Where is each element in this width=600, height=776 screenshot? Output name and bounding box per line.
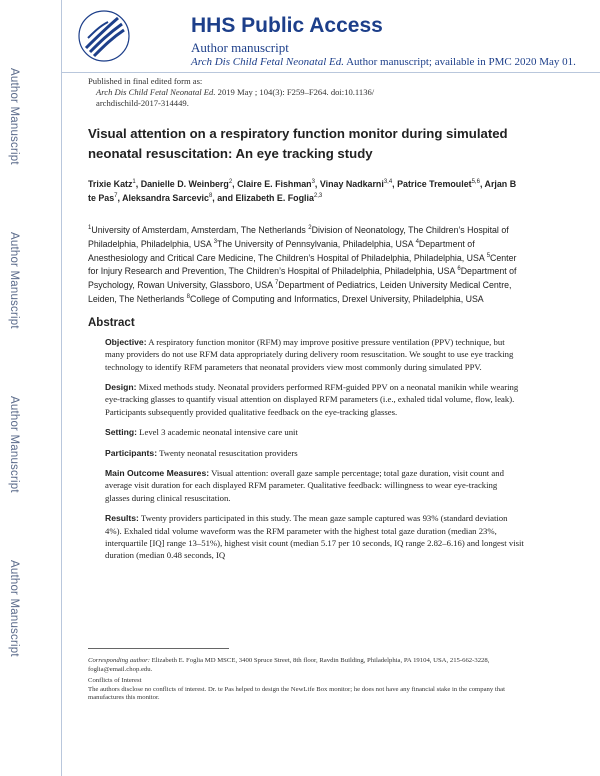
sidebar-label: Author Manuscript xyxy=(8,560,20,657)
article-content xyxy=(88,76,524,570)
authors-and: and xyxy=(217,193,234,203)
affiliation: Center for Injury Research and Prevention, The Children’s Hospital of Philadelphia, Philadelphia, USA xyxy=(88,252,517,277)
journal-name: Arch Dis Child Fetal Neonatal Ed. xyxy=(191,56,344,68)
affiliation: University of Amsterdam, Amsterdam, The Netherlands xyxy=(91,225,309,235)
hhs-eagle-logo-icon xyxy=(78,8,130,64)
conflicts-of-interest xyxy=(88,677,524,703)
affiliations: $^1$University of Amsterdam, Amsterdam, The Netherlands $^2$Division of Neonatology, The Children’s Hospital of Philadelphia, Philadelphia, USA $^3$The University of Pennsylvania, Philadelphia, USA $^4$Department of Anesthesiology and Critical Care Medicine, The Children’s Hospital of Philadelphia, Philadelphia, USA $^5$Center for Injury Research and Prevention, The Children’s Hospital of Philadelphia, Philadelphia, USA $^6$Department of Psychology, Rowan University, Glassboro, USA $^7$Department of Pediatrics, Leiden University Medical Centre, Leiden, The Netherlands $^8$College of Computing and Informatics, Drexel University, Philadelphia, USA xyxy=(88,225,517,304)
publication-info xyxy=(88,76,524,109)
header xyxy=(62,0,600,72)
abstract-results: Results: Twenty providers participated in this study. The mean gaze sample captured was 93% (standard deviation 4%). Exhaled tidal volume waveform was the RFM parameter with the highest total gaze duration (median 23%, interquartile [IQ] range 13–51%), highest visit count (median 5.17 per 10 seconds, IQ range 2.82–6.16) and longest visit duration (median 0.48 seconds, IQ xyxy=(105,513,524,561)
sidebar-label: Author Manuscript xyxy=(8,232,20,329)
sidebar-divider xyxy=(61,0,62,776)
affiliation: Department of Psychology, Rowan University, Glassboro, USA xyxy=(88,266,517,291)
sidebar xyxy=(0,0,62,776)
citation-doi[interactable]: archdischild-2017-314449. xyxy=(96,98,189,108)
author[interactable]: Arjan B te Pas$^7$ xyxy=(88,179,517,203)
affiliation: The University of Pennsylvania, Philadelphia, USA xyxy=(217,238,416,249)
author[interactable]: Danielle D. Weinberg$^2$ xyxy=(140,179,233,189)
abstract-outcome-measures: Main Outcome Measures: Visual attention: overall gaze sample percentage; total gaze duration, visit count and average visit duration for each displayed RFM parameter. Qualitative feedback: willingness to wear eye-tracking glasses during clinical resuscitation. xyxy=(105,468,504,503)
footnotes xyxy=(88,657,524,706)
published-label: Published in final edited form as: xyxy=(88,76,203,86)
author-list: Trixie Katz$^1$, Danielle D. Weinberg$^2$, Claire E. Fishman$^3$, Vinay Nadkarni$^{3,4}$, Patrice Tremoulet$^{5,6}$, Arjan B te Pas$^7$, Aleksandra Sarcevic$^8$, and Elizabeth E. Foglia$^{2,3}$ xyxy=(88,179,517,203)
footnote-rule xyxy=(88,648,229,649)
author[interactable]: Vinay Nadkarni$^{3,4}$ xyxy=(319,179,393,189)
conflicts-heading: Conflicts of Interest xyxy=(88,677,142,685)
header-rule xyxy=(62,72,600,73)
article-title: Visual attention on a respiratory function monitor during simulated neonatal resuscitation: An eye tracking study xyxy=(88,126,508,161)
corresponding-author: Corresponding author: Elizabeth E. Foglia MD MSCE, 3400 Spruce Street, 8th floor, Ravdin Building, Philadelphia, PA 19104, USA, 215-662-3228, foglia@email.chop.edu. xyxy=(88,657,490,673)
availability-text: Author manuscript; available in PMC 2020 May 01. xyxy=(343,56,576,68)
conflicts-text: The authors disclose no conflicts of interest. Dr. te Pas helped to design the NewLife Box monitor; he does not have any financial stake in the company that manufactures this monitor. xyxy=(88,685,505,702)
sidebar-label: Author Manuscript xyxy=(8,68,20,165)
hhs-subtitle: Author manuscript xyxy=(191,40,289,55)
author[interactable]: Claire E. Fishman$^3$ xyxy=(237,179,315,189)
citation-journal: Arch Dis Child Fetal Neonatal Ed. xyxy=(96,87,216,97)
author[interactable]: Aleksandra Sarcevic$^8$ xyxy=(122,193,213,203)
affiliation: College of Computing and Informatics, Drexel University, Philadelphia, USA xyxy=(189,293,484,304)
abstract-design: Design: Mixed methods study. Neonatal providers performed RFM-guided PPV on a neonatal manikin while wearing eye-tracking glasses to quantify visual attention on displayed RFM parameters (i.e., exhaled tidal volume, flow, leak). Participants subsequently provided qualitative feedback on the eye-tracking glasses. xyxy=(105,382,519,417)
citation-details: 2019 May ; 104(3): F259–F264. doi:10.1136/ xyxy=(215,87,375,97)
affiliation: Department of Anesthesiology and Critical Care Medicine, The Children’s Hospital of Philadelphia, Philadelphia, USA xyxy=(88,238,487,263)
author[interactable]: Elizabeth E. Foglia$^{2,3}$ xyxy=(235,193,323,203)
sidebar-label: Author Manuscript xyxy=(8,396,20,493)
hhs-title: HHS Public Access xyxy=(191,14,383,37)
affiliation: Division of Neonatology, The Children’s Hospital of Philadelphia, Philadelphia, USA xyxy=(88,225,509,249)
citation xyxy=(88,87,524,109)
affiliation: Department of Pediatrics, Leiden University Medical Centre, Leiden, The Netherlands xyxy=(88,280,512,304)
author[interactable]: Trixie Katz$^1$ xyxy=(88,179,136,189)
abstract-participants: Participants: Twenty neonatal resuscitation providers xyxy=(105,447,298,458)
abstract-heading: Abstract xyxy=(88,316,135,329)
author[interactable]: Patrice Tremoulet$^{5,6}$ xyxy=(397,179,480,189)
journal-availability xyxy=(191,56,576,68)
abstract-objective: Objective: A respiratory function monitor (RFM) may improve positive pressure ventilation (PPV) technique, but many providers do not use RFM data appropriately during delivery room resuscitation. We sought to use eye tracking technology to identify RFM parameters that neonatal providers view most commonly during simulated PPV. xyxy=(105,336,514,372)
abstract-setting: Setting: Level 3 academic neonatal intensive care unit xyxy=(105,427,298,438)
